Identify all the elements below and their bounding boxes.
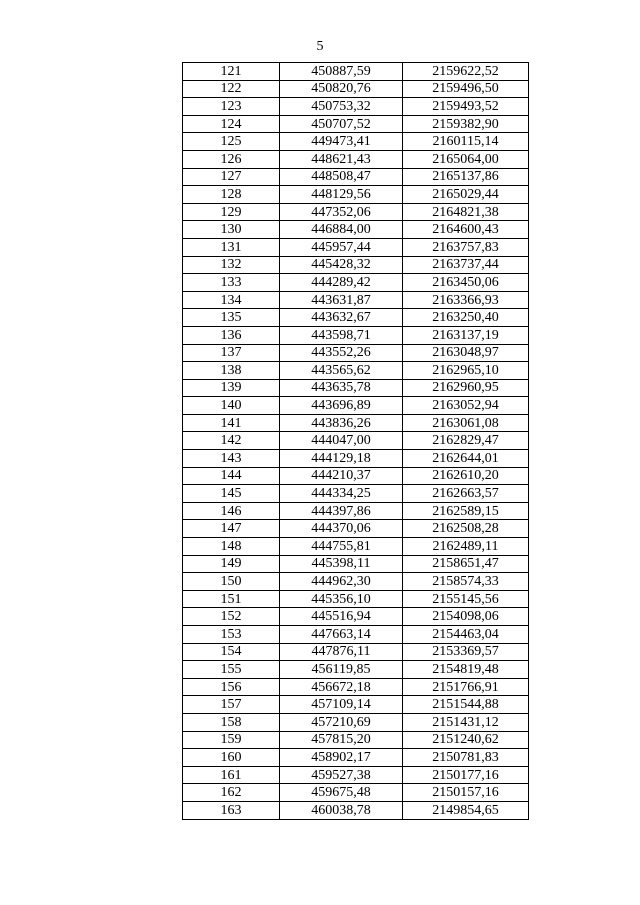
- table-row: [183, 538, 529, 556]
- x-coordinate-cell: 450820,76: [280, 80, 403, 98]
- x-coordinate-cell: 444962,30: [280, 573, 403, 591]
- x-coordinate-cell: 449473,41: [280, 133, 403, 151]
- table-row: [183, 520, 529, 538]
- table-row: [183, 643, 529, 661]
- x-coordinate-cell: 443635,78: [280, 379, 403, 397]
- table-row: [183, 801, 529, 819]
- table-row: [183, 626, 529, 644]
- table-row: [183, 256, 529, 274]
- table-row: [183, 133, 529, 151]
- y-coordinate-cell: 2165064,00: [403, 150, 529, 168]
- y-coordinate-cell: 2150781,83: [403, 749, 529, 767]
- table-row: [183, 696, 529, 714]
- x-coordinate-cell: 448508,47: [280, 168, 403, 186]
- point-number-cell: 142: [183, 432, 280, 450]
- y-coordinate-cell: 2159622,52: [403, 63, 529, 81]
- table-row: [183, 274, 529, 292]
- x-coordinate-cell: 448129,56: [280, 186, 403, 204]
- y-coordinate-cell: 2159496,50: [403, 80, 529, 98]
- y-coordinate-cell: 2149854,65: [403, 801, 529, 819]
- x-coordinate-cell: 450753,32: [280, 98, 403, 116]
- x-coordinate-cell: 444289,42: [280, 274, 403, 292]
- point-number-cell: 150: [183, 573, 280, 591]
- y-coordinate-cell: 2162489,11: [403, 538, 529, 556]
- table-row: [183, 590, 529, 608]
- y-coordinate-cell: 2164821,38: [403, 203, 529, 221]
- table-row: [183, 502, 529, 520]
- y-coordinate-cell: 2159382,90: [403, 115, 529, 133]
- x-coordinate-cell: 458902,17: [280, 749, 403, 767]
- point-number-cell: 143: [183, 450, 280, 468]
- table-row: [183, 573, 529, 591]
- y-coordinate-cell: 2162508,28: [403, 520, 529, 538]
- x-coordinate-cell: 447663,14: [280, 626, 403, 644]
- point-number-cell: 128: [183, 186, 280, 204]
- x-coordinate-cell: 444370,06: [280, 520, 403, 538]
- x-coordinate-cell: 460038,78: [280, 801, 403, 819]
- y-coordinate-cell: 2160115,14: [403, 133, 529, 151]
- table-row: [183, 291, 529, 309]
- point-number-cell: 162: [183, 784, 280, 802]
- table-row: [183, 731, 529, 749]
- x-coordinate-cell: 450887,59: [280, 63, 403, 81]
- point-number-cell: 136: [183, 326, 280, 344]
- y-coordinate-cell: 2163137,19: [403, 326, 529, 344]
- x-coordinate-cell: 443598,71: [280, 326, 403, 344]
- point-number-cell: 151: [183, 590, 280, 608]
- point-number-cell: 132: [183, 256, 280, 274]
- y-coordinate-cell: 2163048,97: [403, 344, 529, 362]
- y-coordinate-cell: 2162589,15: [403, 502, 529, 520]
- table-row: [183, 432, 529, 450]
- table-row: [183, 678, 529, 696]
- table-row: [183, 186, 529, 204]
- table-row: [183, 203, 529, 221]
- x-coordinate-cell: 447876,11: [280, 643, 403, 661]
- table-row: [183, 608, 529, 626]
- point-number-cell: 147: [183, 520, 280, 538]
- table-row: [183, 221, 529, 239]
- x-coordinate-cell: 444210,37: [280, 467, 403, 485]
- y-coordinate-cell: 2163052,94: [403, 397, 529, 415]
- point-number-cell: 125: [183, 133, 280, 151]
- point-number-cell: 158: [183, 713, 280, 731]
- x-coordinate-cell: 443632,67: [280, 309, 403, 327]
- x-coordinate-cell: 445356,10: [280, 590, 403, 608]
- point-number-cell: 145: [183, 485, 280, 503]
- x-coordinate-cell: 456672,18: [280, 678, 403, 696]
- table-row: [183, 450, 529, 468]
- point-number-cell: 153: [183, 626, 280, 644]
- table-row: [183, 63, 529, 81]
- point-number-cell: 126: [183, 150, 280, 168]
- y-coordinate-cell: 2163061,08: [403, 414, 529, 432]
- page-number: 5: [316, 39, 324, 54]
- y-coordinate-cell: 2162829,47: [403, 432, 529, 450]
- x-coordinate-cell: 443696,89: [280, 397, 403, 415]
- y-coordinate-cell: 2151544,88: [403, 696, 529, 714]
- point-number-cell: 144: [183, 467, 280, 485]
- point-number-cell: 139: [183, 379, 280, 397]
- x-coordinate-cell: 445957,44: [280, 238, 403, 256]
- table-row: [183, 326, 529, 344]
- point-number-cell: 135: [183, 309, 280, 327]
- y-coordinate-cell: 2163450,06: [403, 274, 529, 292]
- table-row: [183, 414, 529, 432]
- x-coordinate-cell: 443631,87: [280, 291, 403, 309]
- y-coordinate-cell: 2151431,12: [403, 713, 529, 731]
- table-row: [183, 713, 529, 731]
- y-coordinate-cell: 2151766,91: [403, 678, 529, 696]
- x-coordinate-cell: 444047,00: [280, 432, 403, 450]
- point-number-cell: 123: [183, 98, 280, 116]
- table-row: [183, 784, 529, 802]
- y-coordinate-cell: 2150177,16: [403, 766, 529, 784]
- x-coordinate-cell: 445428,32: [280, 256, 403, 274]
- point-number-cell: 157: [183, 696, 280, 714]
- point-number-cell: 124: [183, 115, 280, 133]
- y-coordinate-cell: 2159493,52: [403, 98, 529, 116]
- y-coordinate-cell: 2163250,40: [403, 309, 529, 327]
- point-number-cell: 127: [183, 168, 280, 186]
- point-number-cell: 154: [183, 643, 280, 661]
- x-coordinate-cell: 450707,52: [280, 115, 403, 133]
- point-number-cell: 131: [183, 238, 280, 256]
- x-coordinate-cell: 444334,25: [280, 485, 403, 503]
- table-row: [183, 766, 529, 784]
- table-row: [183, 168, 529, 186]
- y-coordinate-cell: 2154463,04: [403, 626, 529, 644]
- x-coordinate-cell: 444129,18: [280, 450, 403, 468]
- point-number-cell: 134: [183, 291, 280, 309]
- x-coordinate-cell: 457109,14: [280, 696, 403, 714]
- x-coordinate-cell: 445516,94: [280, 608, 403, 626]
- point-number-cell: 129: [183, 203, 280, 221]
- x-coordinate-cell: 446884,00: [280, 221, 403, 239]
- point-number-cell: 149: [183, 555, 280, 573]
- x-coordinate-cell: 444397,86: [280, 502, 403, 520]
- table-row: [183, 344, 529, 362]
- y-coordinate-cell: 2165137,86: [403, 168, 529, 186]
- y-coordinate-cell: 2151240,62: [403, 731, 529, 749]
- y-coordinate-cell: 2162610,20: [403, 467, 529, 485]
- y-coordinate-cell: 2164600,43: [403, 221, 529, 239]
- table-row: [183, 309, 529, 327]
- y-coordinate-cell: 2154098,06: [403, 608, 529, 626]
- point-number-cell: 122: [183, 80, 280, 98]
- table-row: [183, 98, 529, 116]
- table-row: [183, 555, 529, 573]
- y-coordinate-cell: 2163366,93: [403, 291, 529, 309]
- x-coordinate-cell: 444755,81: [280, 538, 403, 556]
- point-number-cell: 140: [183, 397, 280, 415]
- y-coordinate-cell: 2154819,48: [403, 661, 529, 679]
- table-row: [183, 467, 529, 485]
- point-number-cell: 137: [183, 344, 280, 362]
- point-number-cell: 155: [183, 661, 280, 679]
- y-coordinate-cell: 2163737,44: [403, 256, 529, 274]
- x-coordinate-cell: 459675,48: [280, 784, 403, 802]
- table-row: [183, 485, 529, 503]
- point-number-cell: 138: [183, 362, 280, 380]
- y-coordinate-cell: 2162663,57: [403, 485, 529, 503]
- x-coordinate-cell: 443552,26: [280, 344, 403, 362]
- x-coordinate-cell: 457815,20: [280, 731, 403, 749]
- x-coordinate-cell: 457210,69: [280, 713, 403, 731]
- y-coordinate-cell: 2150157,16: [403, 784, 529, 802]
- coordinates-table-body: [183, 63, 529, 820]
- point-number-cell: 133: [183, 274, 280, 292]
- table-row: [183, 238, 529, 256]
- table-row: [183, 80, 529, 98]
- table-row: [183, 115, 529, 133]
- point-number-cell: 146: [183, 502, 280, 520]
- table-row: [183, 397, 529, 415]
- x-coordinate-cell: 443836,26: [280, 414, 403, 432]
- y-coordinate-cell: 2162965,10: [403, 362, 529, 380]
- point-number-cell: 141: [183, 414, 280, 432]
- point-number-cell: 159: [183, 731, 280, 749]
- table-row: [183, 661, 529, 679]
- table-row: [183, 749, 529, 767]
- table-row: [183, 150, 529, 168]
- coordinates-table: [182, 62, 529, 820]
- point-number-cell: 121: [183, 63, 280, 81]
- point-number-cell: 161: [183, 766, 280, 784]
- y-coordinate-cell: 2163757,83: [403, 238, 529, 256]
- y-coordinate-cell: 2155145,56: [403, 590, 529, 608]
- table-row: [183, 362, 529, 380]
- x-coordinate-cell: 448621,43: [280, 150, 403, 168]
- point-number-cell: 163: [183, 801, 280, 819]
- point-number-cell: 156: [183, 678, 280, 696]
- y-coordinate-cell: 2162644,01: [403, 450, 529, 468]
- y-coordinate-cell: 2165029,44: [403, 186, 529, 204]
- x-coordinate-cell: 447352,06: [280, 203, 403, 221]
- y-coordinate-cell: 2153369,57: [403, 643, 529, 661]
- point-number-cell: 130: [183, 221, 280, 239]
- x-coordinate-cell: 443565,62: [280, 362, 403, 380]
- point-number-cell: 152: [183, 608, 280, 626]
- table-row: [183, 379, 529, 397]
- x-coordinate-cell: 456119,85: [280, 661, 403, 679]
- y-coordinate-cell: 2158574,33: [403, 573, 529, 591]
- point-number-cell: 148: [183, 538, 280, 556]
- y-coordinate-cell: 2162960,95: [403, 379, 529, 397]
- point-number-cell: 160: [183, 749, 280, 767]
- x-coordinate-cell: 459527,38: [280, 766, 403, 784]
- y-coordinate-cell: 2158651,47: [403, 555, 529, 573]
- x-coordinate-cell: 445398,11: [280, 555, 403, 573]
